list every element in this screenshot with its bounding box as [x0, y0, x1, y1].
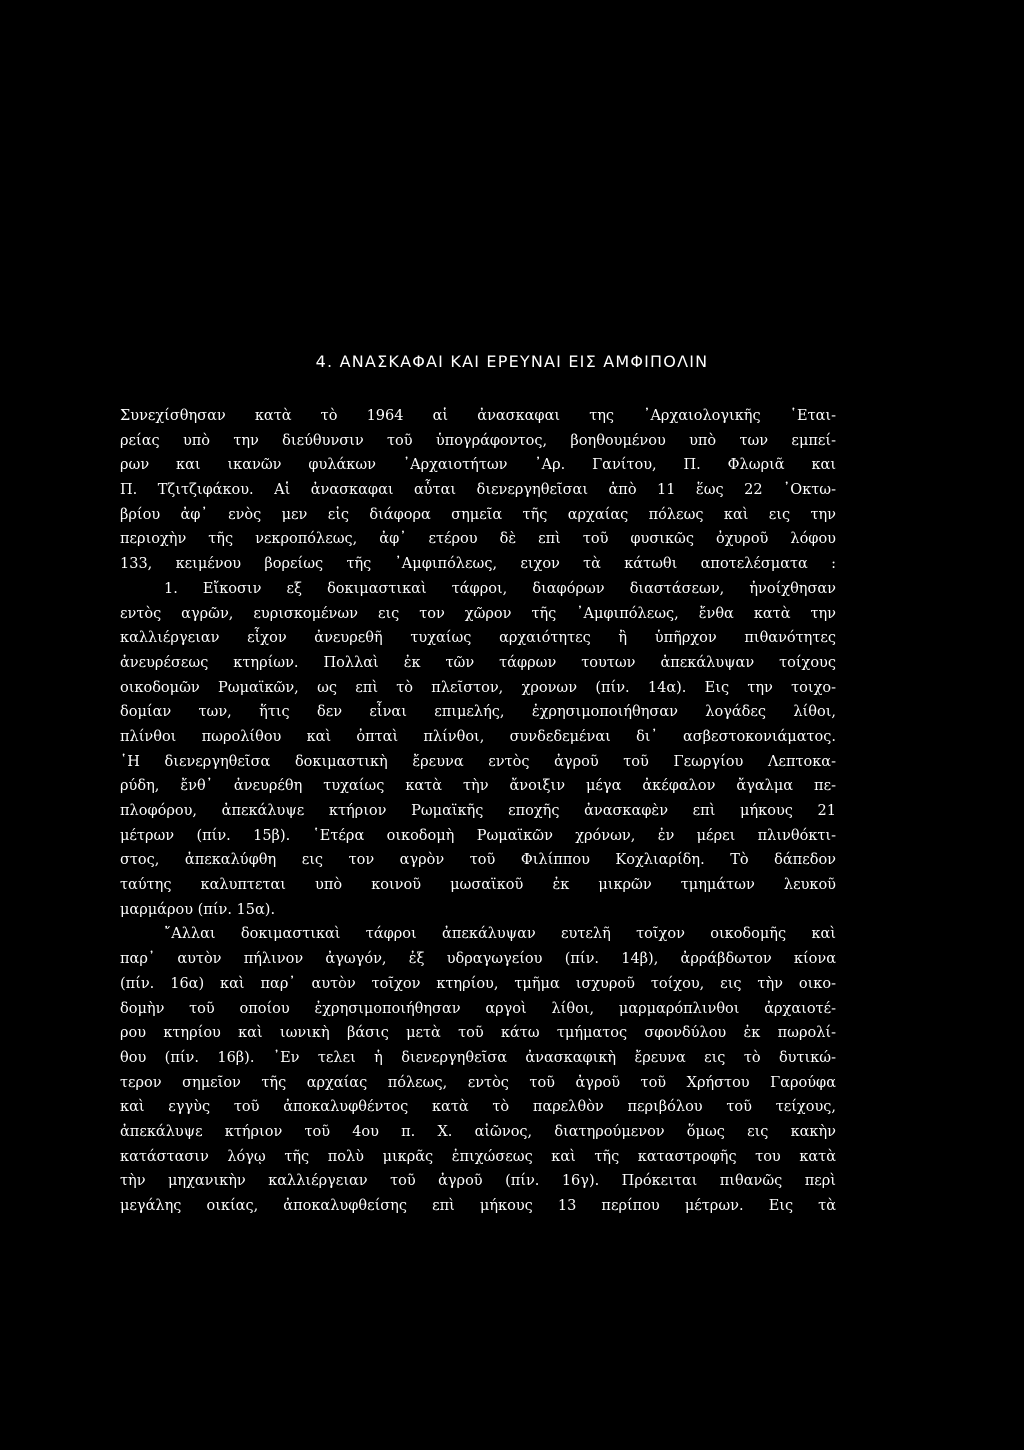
text-line: εντὸς αγρῶν, ευρισκομένων εις τον χῶρον τῆς ᾿Αμφιπόλεως, ἔνθα κατὰ την [120, 605, 836, 622]
text-line: βρίου ἀφ᾿ ενὸς μεν εἰς διάφορα σημεῖα τῆς αρχαίας πόλεως καὶ εις την [120, 506, 836, 523]
text-line: ρου κτηρίου καὶ ιωνικὴ βάσις μετὰ τοῦ κάτω τμήματος σφονδύλου ἐκ πωρολί- [120, 1025, 836, 1042]
text-line: ῾Η διενεργηθεῖσα δοκιμαστικὴ ἔρευνα εντὸς ἀγροῦ τοῦ Γεωργίου Λεπτοκα- [120, 753, 836, 770]
text-line: περιοχὴν τῆς νεκροπόλεως, ἀφ᾿ ετέρου δὲ επὶ τοῦ φυσικῶς ὀχυροῦ λόφου [120, 531, 836, 548]
text-line: ἀπεκάλυψε κτήριον τοῦ 4ου π. Χ. αἰῶνος, διατηρούμενον ὅμως εις κακὴν [120, 1123, 836, 1140]
text-line: τερον σημεῖον τῆς αρχαίας πόλεως, εντὸς τοῦ ἀγροῦ τοῦ Χρήστου Γαρούφα [120, 1074, 836, 1091]
text-line: Π. Τζιτζιφάκου. Αἱ ἀνασκαφαι αὗται διενεργηθεῖσαι ἀπὸ 11 ἕως 22 ᾿Οκτω- [120, 482, 836, 499]
text-line: ρύδη, ἔνθ᾿ ἀνευρέθη τυχαίως κατὰ τὴν ἄνοιξιν μέγα ἀκέφαλον ἄγαλμα πε- [120, 778, 836, 795]
text-line: καλλιέργειαν εἶχον ἀνευρεθῆ τυχαίως αρχαιότητες ἢ ὑπῆρχον πιθανότητες [120, 630, 836, 647]
section-heading: 4. ΑΝΑΣΚΑΦΑΙ ΚΑΙ ΕΡΕΥΝΑΙ ΕΙΣ ΑΜΦΙΠΟΛΙΝ [315, 352, 709, 371]
text-line: δομὴν τοῦ οποίου ἐχρησιμοποιήθησαν αργοὶ λίθοι, μαρμαρόπλινθοι ἀρχαιοτέ- [120, 1000, 836, 1017]
text-line: 133, κειμένου βορείως τῆς ᾿Αμφιπόλεως, ειχον τὰ κάτωθι αποτελέσματα : [120, 556, 836, 573]
text-line: παρ᾿ αυτὸν πήλινον ἀγωγόν, ἐξ υδραγωγείου (πίν. 14β), ἀρράβδωτον κίονα [120, 951, 836, 968]
text-line: μέτρων (πίν. 15β). ῾Ετέρα οικοδομὴ Ρωμαϊκῶν χρόνων, ἐν μέρει πλινθόκτι- [120, 827, 836, 844]
text-line: θου (πίν. 16β). ᾿Εν τελει ἡ διενεργηθεῖσα ἀνασκαφικὴ ἔρευνα εις τὸ δυτικώ- [120, 1049, 836, 1066]
text-line: 1. Εἴκοσιν εξ δοκιμαστικαὶ τάφροι, διαφόρων διαστάσεων, ἠνοίχθησαν [164, 580, 836, 597]
text-line: ταύτης καλυπτεται υπὸ κοινοῦ μωσαϊκοῦ ἐκ μικρῶν τμημάτων λευκοῦ [120, 877, 836, 894]
text-line: τὴν μηχανικὴν καλλιέργειαν τοῦ ἀγροῦ (πίν. 16γ). Πρόκειται πιθανῶς περὶ [120, 1173, 836, 1190]
text-line: (πίν. 16α) καὶ παρ᾿ αυτὸν τοῖχον κτηρίου, τμῆμα ισχυροῦ τοίχου, εις τὴν οικο- [120, 975, 836, 992]
text-line: ἀνευρέσεως κτηρίων. Πολλαὶ ἐκ τῶν τάφρων τουτων ἀπεκάλυψαν τοίχους [120, 654, 836, 671]
text-line: οικοδομῶν Ρωμαϊκῶν, ως επὶ τὸ πλεῖστον, χρονων (πίν. 14α). Εις την τοιχο- [120, 679, 836, 696]
text-line: πλίνθοι πωρολίθου καὶ ὀπταὶ πλίνθοι, συνδεδεμέναι δι᾿ ασβεστοκονιάματος. [120, 728, 836, 745]
text-line: κατάστασιν λόγῳ τῆς πολὺ μικρᾶς ἐπιχώσεως καὶ τῆς καταστροφῆς του κατὰ [120, 1148, 836, 1165]
text-line: ρων και ικανῶν φυλάκων ᾿Αρχαιοτήτων ᾿Αρ. Γανίτου, Π. Φλωριᾶ και [120, 457, 836, 474]
text-line: στος, ἀπεκαλύφθη εις τον αγρὸν τοῦ Φιλίππου Κοχλιαρίδη. Τὸ δάπεδον [120, 852, 836, 869]
body-text [120, 404, 836, 1219]
text-line: μαρμάρου (πίν. 15α). [120, 901, 276, 918]
text-line: δομίαν των, ἥτις δεν εἶναι επιμελής, ἐχρησιμοποιήθησαν λογάδες λίθοι, [120, 704, 836, 721]
text-line: ρείας υπὸ την διεύθυνσιν τοῦ ὑπογράφοντος, βοηθουμένου υπὸ των εμπεί- [120, 432, 836, 449]
text-line: μεγάλης οικίας, ἀποκαλυφθείσης επὶ μήκους 13 περίπου μέτρων. Εις τὰ [120, 1198, 836, 1214]
text-line: πλοφόρου, ἀπεκάλυψε κτήριον Ρωμαϊκῆς εποχῆς ἀνασκαφὲν επὶ μήκους 21 [120, 803, 836, 819]
text-line: Συνεχίσθησαν κατὰ τὸ 1964 αἱ ἀνασκαφαι της ᾿Αρχαιολογικῆς ῾Εται- [120, 408, 836, 424]
text-line: ῎Αλλαι δοκιμαστικαὶ τάφροι ἀπεκάλυψαν ευτελῆ τοῖχον οικοδομῆς καὶ [164, 926, 836, 943]
text-line: καὶ εγγὺς τοῦ ἀποκαλυφθέντος κατὰ τὸ παρελθὸν περιβόλου τοῦ τείχους, [120, 1099, 836, 1116]
